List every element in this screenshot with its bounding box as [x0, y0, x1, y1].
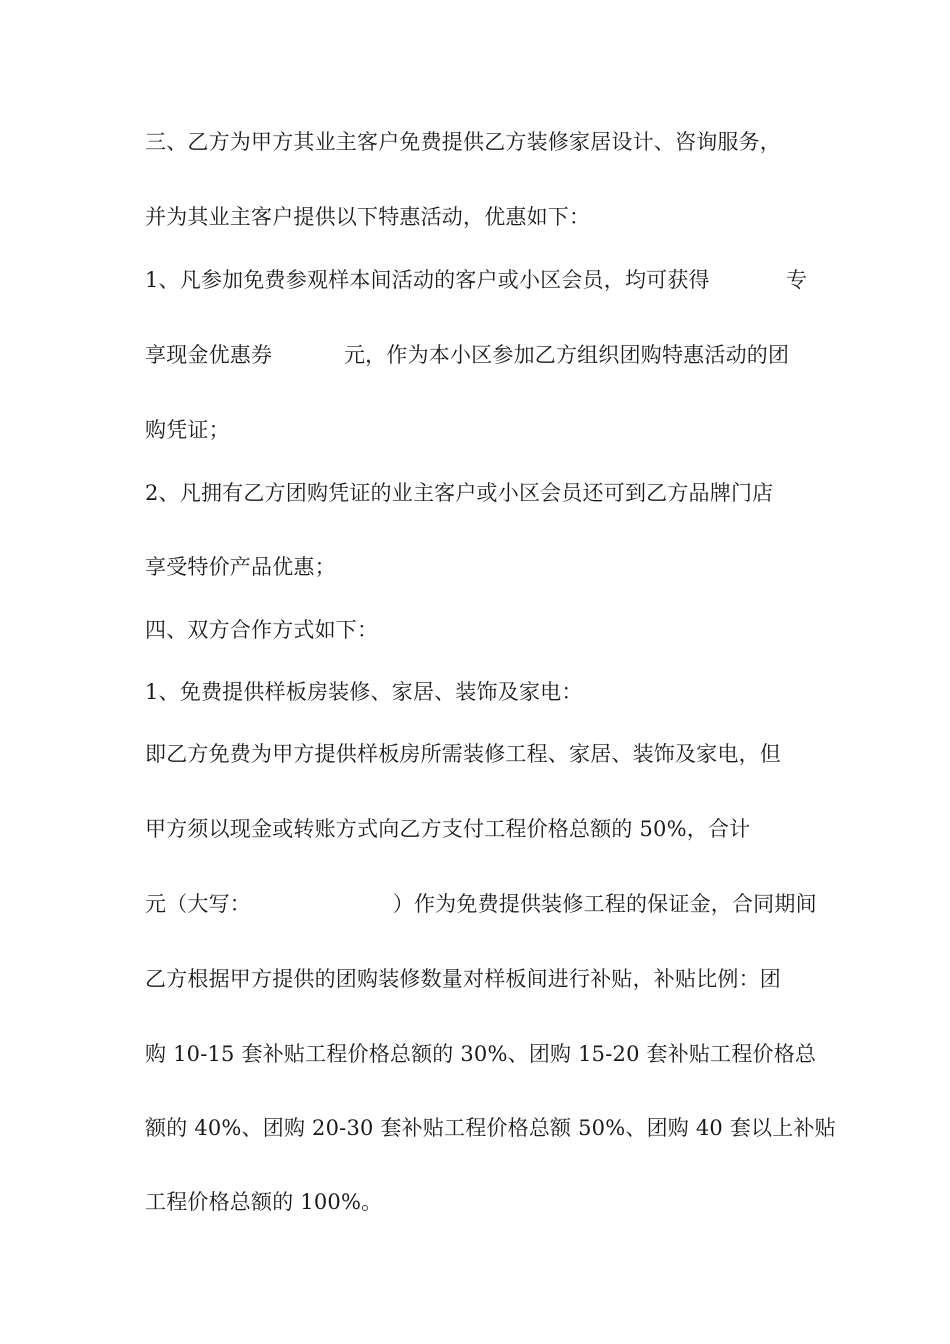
paragraph-line-3 — [145, 266, 815, 294]
text-line: 即乙方免费为甲方提供样板房所需装修工程、家居、装饰及家电，但 — [145, 742, 781, 766]
text-line: 甲方须以现金或转账方式向乙方支付工程价格总额的 50%，合计 — [145, 817, 751, 841]
paragraph-line-10 — [145, 740, 815, 768]
paragraph-line-13 — [145, 965, 815, 993]
paragraph-line-11 — [145, 815, 815, 843]
text-line: 1、凡参加免费参观样本间活动的客户或小区会员，均可获得 — [145, 268, 710, 292]
text-line: 工程价格总额的 100%。 — [145, 1190, 383, 1214]
text-fragment: 元，作为本小区参加乙方组织团购特惠活动的团 — [343, 343, 790, 367]
text-line: 1、免费提供样板房装修、家居、装饰及家电： — [145, 680, 583, 704]
paragraph-line-12 — [145, 890, 815, 918]
text-line: 三、乙方为甲方其业主客户免费提供乙方装修家居设计、咨询服务， — [145, 130, 781, 154]
text-line: 并为其业主客户提供以下特惠活动，优惠如下： — [145, 205, 591, 229]
text-line: 2、凡拥有乙方团购凭证的业主客户或小区会员还可到乙方品牌门店 — [145, 481, 774, 505]
text-fragment: 元（大写： — [145, 892, 251, 916]
text-fragment: 享现金优惠券 — [145, 343, 273, 367]
text-line: 额的 40%、团购 20-30 套补贴工程价格总额 50%、团购 40 套以上补贴 — [145, 1116, 836, 1140]
paragraph-line-8 — [145, 616, 815, 644]
text-line: 购 10-15 套补贴工程价格总额的 30%、团购 15-20 套补贴工程价格总 — [145, 1042, 817, 1066]
paragraph-line-4 — [145, 341, 815, 369]
paragraph-line-1 — [145, 128, 815, 156]
paragraph-line-9 — [145, 678, 815, 706]
paragraph-line-6 — [145, 479, 815, 507]
text-line: 享受特价产品优惠； — [145, 555, 336, 579]
paragraph-line-15 — [145, 1114, 836, 1142]
paragraph-line-14 — [145, 1040, 815, 1068]
paragraph-line-2 — [145, 203, 815, 231]
text-line: 乙方根据甲方提供的团购装修数量对样板间进行补贴，补贴比例：团 — [145, 967, 781, 991]
paragraph-line-5 — [145, 416, 815, 444]
paragraph-line-7 — [145, 553, 815, 581]
text-fragment: ）作为免费提供装修工程的保证金，合同期间 — [392, 892, 817, 916]
paragraph-line-16 — [145, 1188, 815, 1216]
text-line: 四、双方合作方式如下： — [145, 618, 379, 642]
text-line: 购凭证； — [145, 418, 230, 442]
text-fragment: 专 — [786, 268, 808, 292]
